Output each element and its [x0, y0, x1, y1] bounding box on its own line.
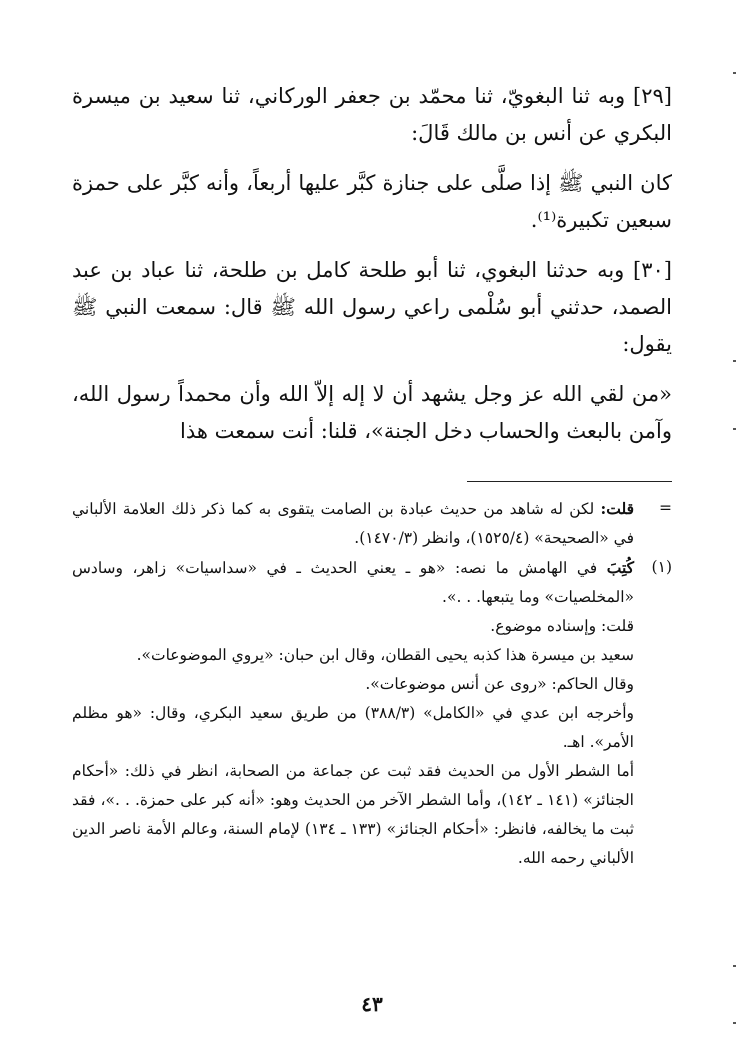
footnote-line: أما الشطر الأول من الحديث فقد ثبت عن جماعة من الصحابة، انظر في ذلك: «أحكام الجنائز» (١٤١ ـ ١٤٢)، وأما الشطر الآخر من الحديث وهو: «أنه كبر على حمزة. . .»، فقد ثبت ما يخالفه، فانظر: «أحكام الجنائز» (١٣٣ ـ ١٣٤) لإمام السنة، وعالم الأمة ناصر الدين الألباني رحمه الله. — [72, 762, 635, 867]
scan-mark — [733, 72, 736, 74]
hadith-30-isnad: [٣٠] وبه حدثنا البغوي، ثنا أبو طلحة كامل بن طلحة، ثنا عباد بن عبد الصمد، حدثني أبو سُلْمى راعي رسول الله ﷺ قال: سمعت النبي ﷺ يقول: — [72, 258, 672, 356]
footnote-continued-text — [72, 494, 634, 553]
footnote-1-line — [72, 553, 634, 612]
footnote-continued — [72, 494, 672, 553]
hadith-30-matn: «من لقي الله عز وجل يشهد أن لا إله إلاّ الله وأن محمداً رسول الله، وآمن بالبعث والحساب دخل الجنة»، قلنا: أنت سمعت هذا — [72, 382, 672, 443]
footnote-1 — [72, 553, 672, 873]
page-number: ٤٣ — [361, 992, 383, 1016]
hadith-29-matn: كان النبي ﷺ إذا صلَّى على جنازة كبَّر عليها أربعاً، وأنه كبَّر على حمزة سبعين تكبيرة⁽¹⁾. — [72, 171, 672, 232]
scan-mark — [733, 965, 736, 967]
scan-mark — [733, 428, 736, 430]
footnote-body: لكن له شاهد من حديث عبادة بن الصامت يتقوى به كما ذكر ذلك العلامة الألباني في «الصحيحة» (١٥٢٥/٤)، وانظر (١٤٧٠/٣). — [72, 500, 634, 547]
footnote-line: وقال الحاكم: «روى عن أنس موضوعات». — [365, 675, 634, 693]
continuation-marker: = — [659, 499, 672, 517]
footnote-line: قلت: وإسناده موضوع. — [490, 617, 634, 635]
book-page — [72, 78, 672, 1038]
footnote-line: سعيد بن ميسرة هذا كذبه يحيى القطان، وقال ابن حبان: «يروي الموضوعات». — [136, 646, 634, 664]
footnotes — [72, 494, 672, 873]
footnote-lead: قلت: — [600, 499, 634, 518]
scan-mark — [733, 1022, 736, 1024]
scan-mark — [733, 360, 736, 362]
footnote-divider — [467, 481, 672, 482]
footnote-lead: كُتِبَ — [606, 558, 634, 577]
footnote-line: وأخرجه ابن عدي في «الكامل» (٣٨٨/٣) من طريق سعيد البكري، وقال: «هو مظلم الأمر». اهـ. — [72, 704, 634, 751]
hadith-29-isnad: [٢٩] وبه ثنا البغويّ، ثنا محمّد بن جعفر الوركاني، ثنا سعيد بن ميسرة البكري عن أنس بن مالك قَالَ: — [72, 84, 672, 145]
footnote-body: في الهامش ما نصه: «هو ـ يعني الحديث ـ في «سداسيات» زاهر، وسادس «المخلصيات» وما يتبعها. . .». — [72, 559, 634, 606]
main-text — [72, 78, 672, 450]
footnote-1-marker: (١) — [651, 558, 672, 576]
